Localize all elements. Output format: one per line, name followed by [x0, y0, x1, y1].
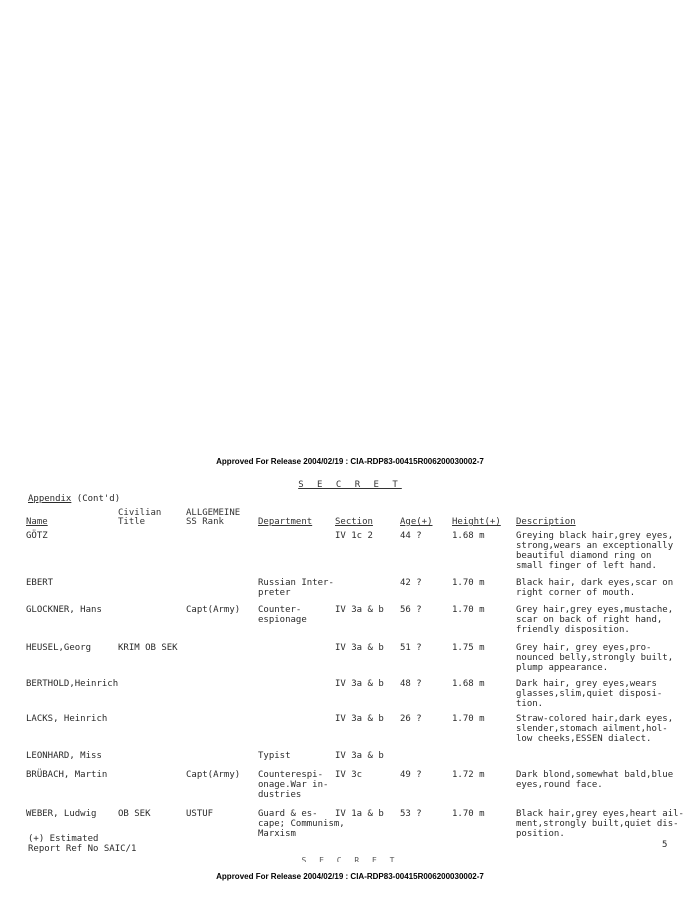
cell-description: Grey hair,grey eyes,mustache, scar on back of right hand, friendly disposition.	[516, 605, 674, 635]
cell-height: 1.72 m	[452, 770, 485, 780]
cell-height: 1.70 m	[452, 809, 485, 819]
cell-name: BRÜBACH, Martin	[26, 770, 108, 780]
classification-marking-top: S E C R E T	[298, 480, 402, 490]
cell-age: 49 ?	[400, 770, 422, 780]
cell-age: 53 ?	[400, 809, 422, 819]
cell-name: EBERT	[26, 578, 54, 588]
appendix-title: Appendix	[28, 494, 72, 504]
cell-name: LEONHARD, Miss	[26, 751, 102, 761]
cell-description: Dark hair, grey eyes,wears glasses,slim,quiet disposi- tion.	[516, 679, 663, 709]
cell-height: 1.68 m	[452, 679, 485, 689]
cell-name: GLOCKNER, Hans	[26, 605, 102, 615]
cell-department: Counterespi- onage.War in- dustries	[258, 770, 329, 800]
cell-civilian-title: OB SEK	[118, 809, 151, 819]
cell-name: BERTHOLD,Heinrich	[26, 679, 119, 689]
cell-description: Dark blond,somewhat bald,blue eyes,round face.	[516, 770, 674, 790]
footnote: (+) Estimated Report Ref No SAIC/1	[28, 834, 137, 854]
page-number: 5	[662, 840, 668, 850]
header-name: Name	[26, 517, 48, 527]
header-height: Height(+)	[452, 517, 501, 527]
cell-department: Russian Inter- preter	[258, 578, 334, 598]
cell-ss-rank: Capt(Army)	[186, 605, 241, 615]
cell-height: 1.75 m	[452, 643, 485, 653]
header-age: Age(+)	[400, 517, 433, 527]
cell-name: LACKS, Heinrich	[26, 714, 108, 724]
cell-age: 44 ?	[400, 531, 422, 541]
cell-age: 48 ?	[400, 679, 422, 689]
cell-description: Grey hair, grey eyes,pro- nounced belly,strongly built, plump appearance.	[516, 643, 674, 673]
cell-ss-rank: Capt(Army)	[186, 770, 241, 780]
cell-section: IV 3a & b	[335, 679, 384, 689]
cell-department: Typist	[258, 751, 291, 761]
cell-section: IV 3a & b	[335, 605, 384, 615]
cell-section: IV 3c	[335, 770, 363, 780]
classification-marking-bottom: S E C R E T	[301, 856, 399, 862]
cell-ss-rank: USTUF	[186, 809, 214, 819]
cell-height: 1.70 m	[452, 605, 485, 615]
release-banner-bottom: Approved For Release 2004/02/19 : CIA-RDP83-00415R006200030002-7	[216, 872, 484, 881]
cell-description: Greying black hair,grey eyes, strong,wears an exceptionally beautiful diamond ring on small finger of left hand.	[516, 531, 674, 571]
cell-civilian-title: KRIM OB SEK	[118, 643, 178, 653]
cell-section: IV 1a & b	[335, 809, 384, 819]
cell-age: 26 ?	[400, 714, 422, 724]
cell-height: 1.68 m	[452, 531, 485, 541]
appendix-heading	[28, 494, 120, 504]
cell-section: IV 1c 2	[335, 531, 373, 541]
cell-department: Counter- espionage	[258, 605, 307, 625]
header-department: Department	[258, 517, 313, 527]
cell-height: 1.70 m	[452, 578, 485, 588]
cell-description: Black hair, dark eyes,scar on right corner of mouth.	[516, 578, 674, 598]
cell-age: 56 ?	[400, 605, 422, 615]
cell-section: IV 3a & b	[335, 751, 384, 761]
cell-department: Guard & es- cape; Communism, Marxism	[258, 809, 345, 839]
cell-name: WEBER, Ludwig	[26, 809, 97, 819]
header-ss-rank: ALLGEMEINE SS Rank	[186, 508, 241, 527]
cell-description: Straw-colored hair,dark eyes, slender,stomach ailment,hol- low cheeks,ESSEN dialect.	[516, 714, 674, 744]
header-section: Section	[335, 517, 373, 527]
cell-section: IV 3a & b	[335, 714, 384, 724]
appendix-suffix: (Cont'd)	[71, 494, 121, 504]
cell-age: 42 ?	[400, 578, 422, 588]
cell-name: GÖTZ	[26, 531, 48, 541]
cell-height: 1.70 m	[452, 714, 485, 724]
cell-description: Black hair,grey eyes,heart ail- ment,strongly built,quiet dis- position.	[516, 809, 684, 839]
header-description: Description	[516, 517, 576, 527]
release-banner-top: Approved For Release 2004/02/19 : CIA-RDP83-00415R006200030002-7	[216, 457, 484, 466]
cell-age: 51 ?	[400, 643, 422, 653]
header-civilian-title: Civilian Title	[118, 508, 162, 527]
cell-section: IV 3a & b	[335, 643, 384, 653]
cell-name: HEUSEL,Georg	[26, 643, 92, 653]
